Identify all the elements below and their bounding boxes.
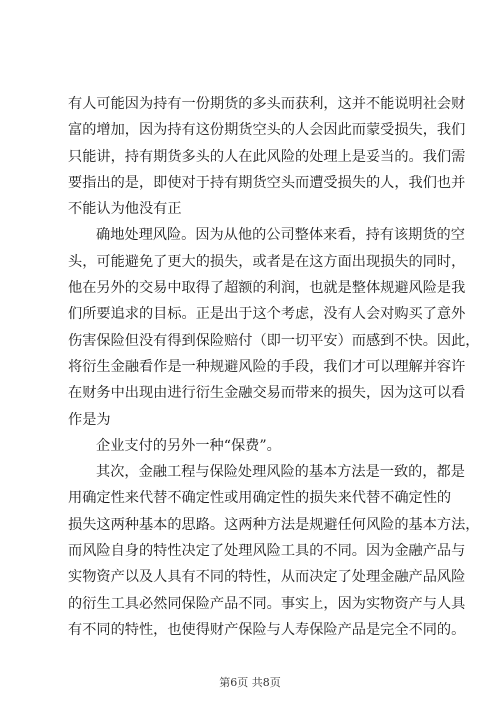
text-line: 实物资产以及人具有不同的特性，从而决定了处理金融产品风险 <box>68 569 466 586</box>
text-line: 要指出的是，即使对于持有期货空头而遭受损失的人，我们也并 <box>68 174 466 191</box>
text-line: 有人可能因为持有一份期货的多头而获利，这并不能说明社会财 <box>68 96 466 112</box>
text-line: 企业支付的另外一种“保费”。 <box>96 437 281 454</box>
text-line: 而风险自身的特性决定了处理风险工具的不同。因为金融产品与 <box>68 543 466 560</box>
text-line: 富的增加，因为持有这份期货空头的人会因此而蒙受损失，我们 <box>68 122 466 139</box>
text-line: 不能认为他没有正 <box>68 201 182 218</box>
text-line: 用确定性来代替不确定性或用确定性的损失来代替不确定性的 <box>68 490 452 507</box>
text-line: 损失这两种基本的思路。这两种方法是规避任何风险的基本方法， <box>68 516 480 533</box>
text-line: 头，可能避免了更大的损失，或者是在这方面出现损失的同时， <box>68 253 466 270</box>
body-text <box>68 91 480 643</box>
text-line: 确地处理风险。因为从他的公司整体来看，持有该期货的空 <box>96 227 465 244</box>
text-line: 在财务中出现由进行衍生金融交易而带来的损失，因为这可以看 <box>68 385 466 402</box>
text-line: 将衍生金融看作是一种规避风险的手段，我们才可以理解并容许 <box>68 358 466 375</box>
text-line: 有不同的特性，也使得财产保险与人寿保险产品是完全不同的。 <box>68 621 466 638</box>
text-line: 们所要追求的目标。正是出于这个考虑，没有人会对购买了意外 <box>68 306 466 323</box>
text-line: 的衍生工具必然同保险产品不同。事实上，因为实物资产与人具 <box>68 595 466 612</box>
text-line: 伤害保险但没有得到保险赔付（即一切平安）而感到不快。因此， <box>68 332 480 349</box>
text-line: 作是为 <box>68 411 111 428</box>
page-number-footer: 第6页 共8页 <box>219 676 281 689</box>
text-line: 只能讲，持有期货多头的人在此风险的处理上是妥当的。我们需 <box>68 148 466 165</box>
text-line: 他在另外的交易中取得了超额的利润，也就是整体规避风险是我 <box>68 280 466 297</box>
text-line: 其次，金融工程与保险处理风险的基本方法是一致的，都是 <box>96 464 465 481</box>
